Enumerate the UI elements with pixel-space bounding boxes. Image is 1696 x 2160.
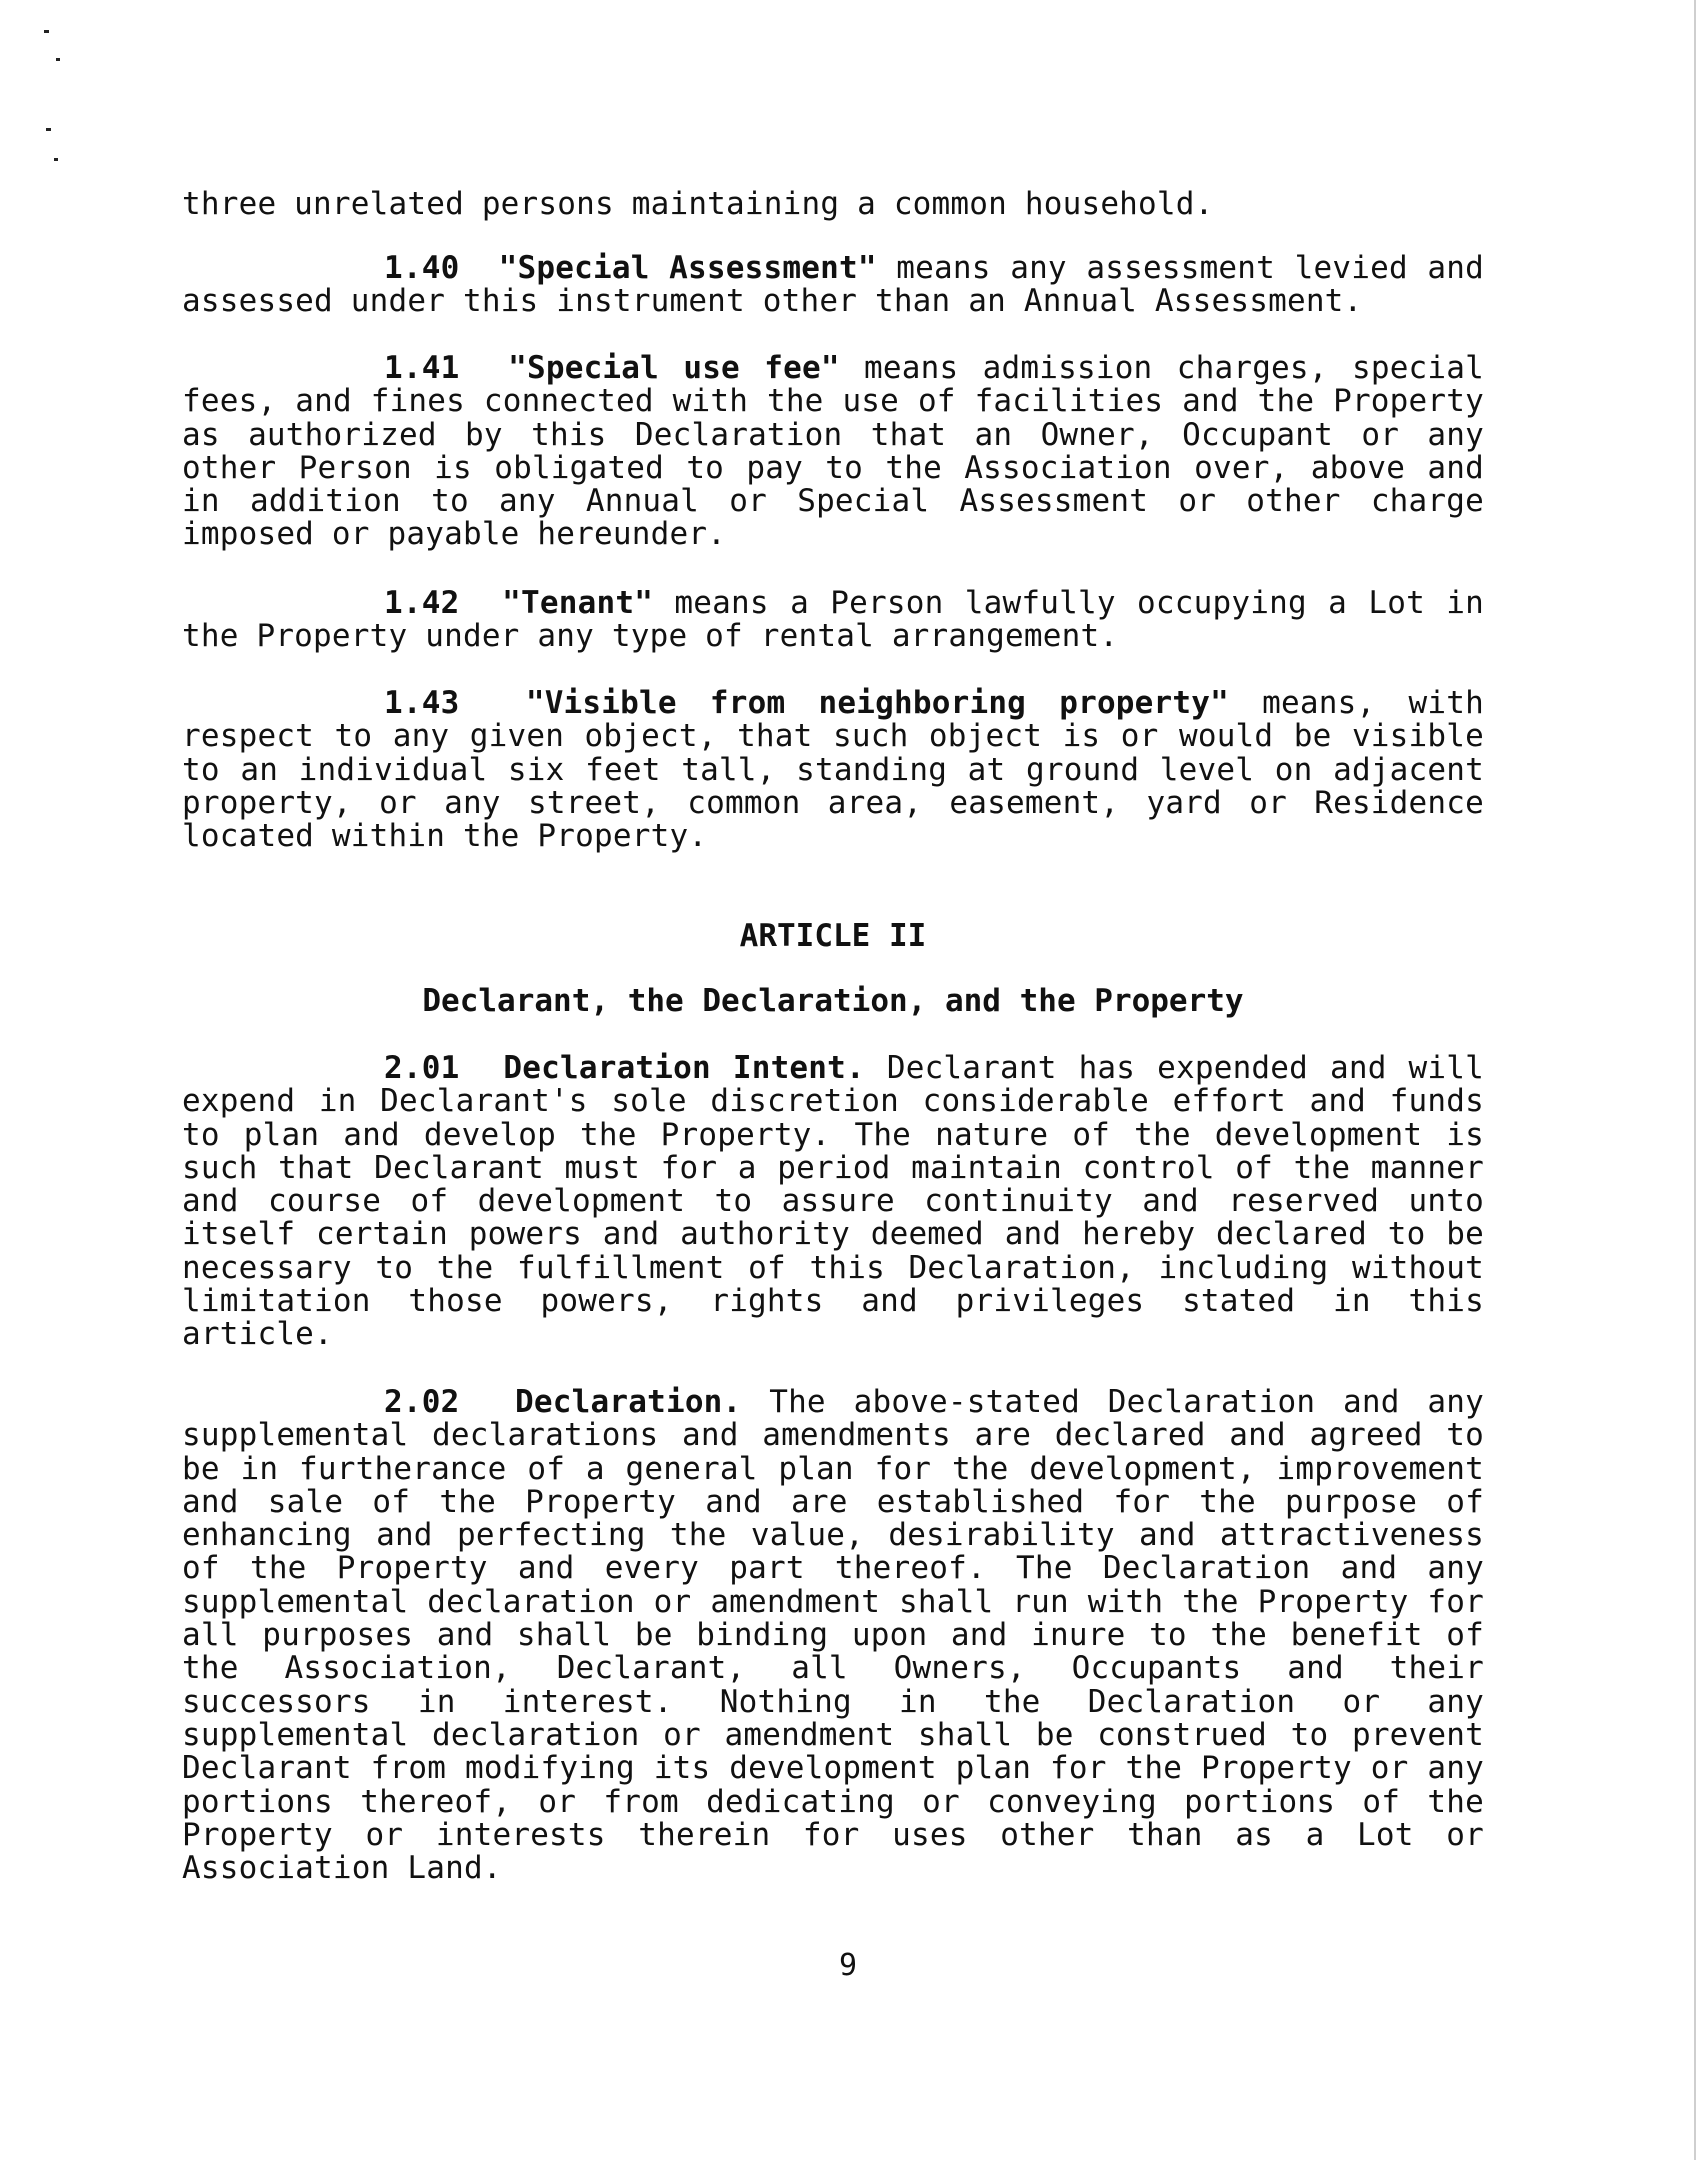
section-number: 2.02 xyxy=(384,1384,460,1420)
defined-term: "Tenant" xyxy=(502,585,654,621)
defined-term: "Visible from neighboring property" xyxy=(525,685,1229,721)
section-text: means admission charges, special fees, and fines connected with the use of facilities and the Property as authorized by this Declaration that an Owner, Occupant or any other Person is obligated to pay to the Association over, above and in addition to any Annual or Special Assessment or other charge imposed or payable hereunder. xyxy=(182,350,1485,553)
section-1-41 xyxy=(182,352,1484,552)
section-2-02 xyxy=(182,1386,1484,1885)
section-text: means any assessment levied and assessed under this instrument other than an Annual Assessment. xyxy=(182,250,1484,320)
section-text: The above-stated Declaration and any supplemental declarations and amendments are declared and agreed to be in furtherance of a general plan for the development, improvement and sale of the Property and are established for the purpose of enhancing and perfecting the value, desirability and attractiveness of the Property and every part thereof. The Declaration and any supplemental declaration or amendment shall run with the Property for all purposes and shall be binding upon and inure to the benefit of the Association, Declarant, all Owners, Occupants and their successors in interest. Nothing in the Declaration or any supplemental declaration or amendment shall be construed to prevent Declarant from modifying its development plan for the Property or any portions thereof, or from dedicating or conveying portions of the Property or interests therein for uses other than as a Lot or Association Land. xyxy=(182,1384,1484,1887)
section-number: 1.41 xyxy=(384,350,460,386)
section-1-42 xyxy=(182,587,1484,654)
scan-speck xyxy=(54,158,58,161)
defined-term: "Special use fee" xyxy=(508,350,840,386)
scan-speck xyxy=(46,128,51,131)
section-heading: Declaration Intent. xyxy=(503,1050,865,1086)
article-heading: ARTICLE II xyxy=(739,918,927,954)
section-number: 2.01 xyxy=(384,1050,460,1086)
page-number: 9 xyxy=(838,1948,858,1983)
section-text: Declarant has expended and will expend in Declarant's sole discretion considerable effort and funds to plan and develop the Property. The nature of the development is such that Declarant must for a period maintain control of the manner and course of development to assure continuity and reserved unto itself certain powers and authority deemed and hereby declared to be necessary to the fulfillment of this Declaration, including without limitation those powers, rights and privileges stated in this article. xyxy=(182,1050,1484,1353)
paragraph-continuation: three unrelated persons maintaining a common household. xyxy=(182,186,1214,222)
section-1-43 xyxy=(182,687,1484,853)
scan-speck xyxy=(44,30,49,33)
article-title: Declarant, the Declaration, and the Property xyxy=(422,983,1244,1019)
section-heading: Declaration. xyxy=(515,1384,742,1420)
defined-term: "Special Assessment" xyxy=(498,250,877,286)
section-number: 1.40 xyxy=(384,250,460,286)
section-2-01 xyxy=(182,1052,1484,1352)
section-text: means a Person lawfully occupying a Lot in the Property under any type of rental arrangement. xyxy=(182,585,1484,655)
section-number: 1.42 xyxy=(384,585,460,621)
section-1-40 xyxy=(182,252,1484,319)
scan-speck xyxy=(56,58,60,61)
section-number: 1.43 xyxy=(384,685,460,721)
section-text: means, with respect to any given object, that such object is or would be visible to an individual six feet tall, standing at ground level on adjacent property, or any street, common area, easement, yard or Residence located within the Property. xyxy=(182,685,1484,855)
